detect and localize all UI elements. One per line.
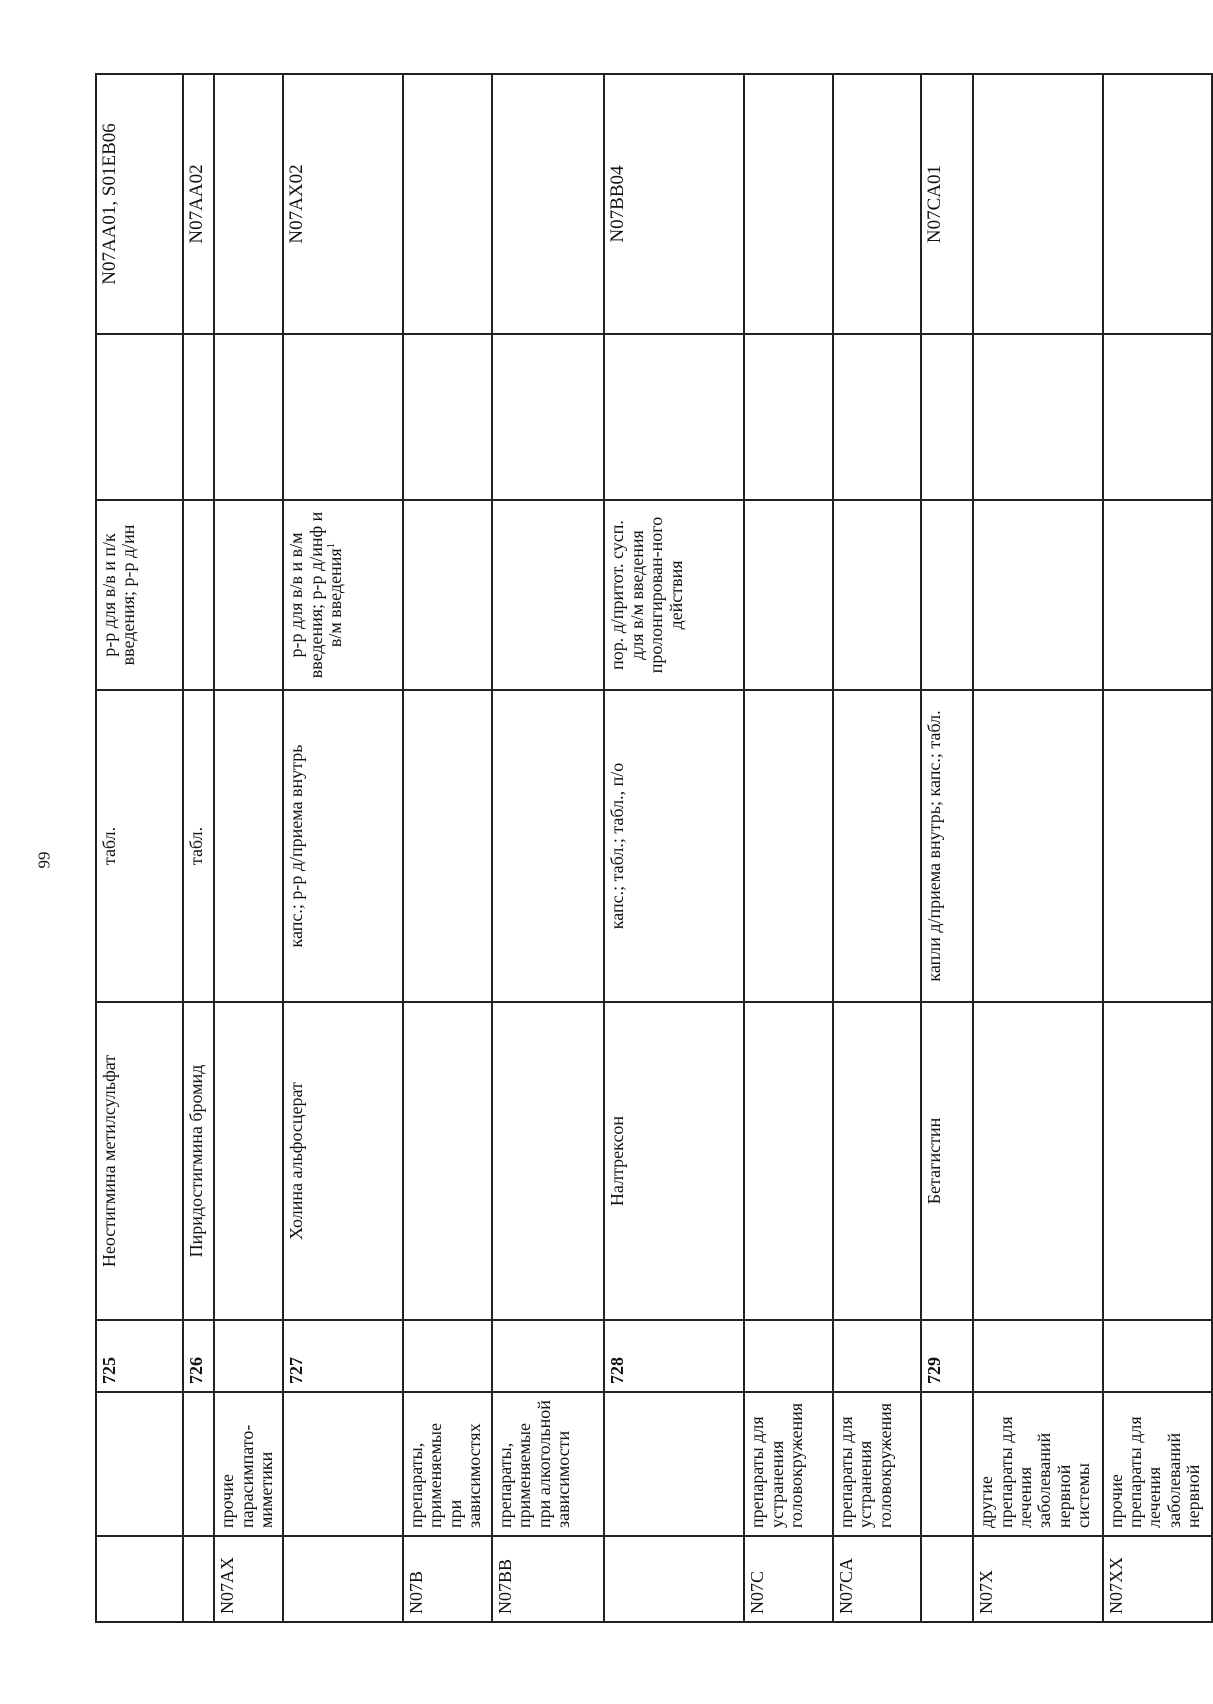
dosage-form-oral xyxy=(492,690,604,1002)
atc-group-code xyxy=(283,1536,403,1622)
dosage-form-oral xyxy=(214,690,283,1002)
dosage-form-oral xyxy=(744,690,832,1002)
item-number xyxy=(1103,1320,1212,1392)
atc-code: N07AA02 xyxy=(183,74,214,334)
extra-column xyxy=(283,334,403,500)
page-number: 99 xyxy=(34,851,54,869)
drug-name xyxy=(1103,1002,1212,1320)
dosage-form-parenteral xyxy=(183,500,214,690)
item-number: 725 xyxy=(96,1320,183,1392)
atc-group-code xyxy=(921,1536,973,1622)
atc-code xyxy=(973,74,1103,334)
dosage-form-parenteral xyxy=(973,500,1103,690)
extra-column xyxy=(744,334,832,500)
item-number: 729 xyxy=(921,1320,973,1392)
item-number: 728 xyxy=(604,1320,744,1392)
group-name: препараты, применяемые при зависимостях xyxy=(403,1392,492,1536)
atc-group-code xyxy=(96,1536,183,1622)
atc-group-code: N07XX xyxy=(1103,1536,1212,1622)
group-name: прочие парасимпато-миметики xyxy=(214,1392,283,1536)
atc-group-code: N07CA xyxy=(833,1536,921,1622)
group-name: препараты для устранения головокружения xyxy=(744,1392,832,1536)
item-number xyxy=(492,1320,604,1392)
atc-code: N07AX02 xyxy=(283,74,403,334)
dosage-form-parenteral xyxy=(492,500,604,690)
table-container xyxy=(95,75,1213,1623)
extra-column xyxy=(604,334,744,500)
dosage-form-parenteral xyxy=(833,500,921,690)
drug-name: Холина альфосцерат xyxy=(283,1002,403,1320)
dosage-form-parenteral xyxy=(403,500,492,690)
table-row xyxy=(492,74,604,1622)
dosage-form-parenteral xyxy=(744,500,832,690)
atc-code xyxy=(1103,74,1212,334)
dosage-form-parenteral xyxy=(1103,500,1212,690)
dosage-form-parenteral xyxy=(214,500,283,690)
dosage-form-oral xyxy=(833,690,921,1002)
dosage-form-oral: капс.; табл.; табл., п/о xyxy=(604,690,744,1002)
table-row xyxy=(183,74,214,1622)
dosage-form-parenteral xyxy=(283,500,403,690)
group-name: прочие препараты для лечения заболеваний нервной xyxy=(1103,1392,1212,1536)
extra-column xyxy=(492,334,604,500)
drug-name xyxy=(492,1002,604,1320)
item-number xyxy=(833,1320,921,1392)
group-name xyxy=(96,1392,183,1536)
table-row xyxy=(833,74,921,1622)
group-name xyxy=(921,1392,973,1536)
extra-column xyxy=(96,334,183,500)
atc-code xyxy=(744,74,832,334)
drug-name xyxy=(403,1002,492,1320)
dosage-form-oral: капли д/приема внутрь; капс.; табл. xyxy=(921,690,973,1002)
drug-name: Бетагистин xyxy=(921,1002,973,1320)
atc-group-code xyxy=(604,1536,744,1622)
item-number: 727 xyxy=(283,1320,403,1392)
atc-code: N07BB04 xyxy=(604,74,744,334)
drug-name xyxy=(833,1002,921,1320)
item-number xyxy=(214,1320,283,1392)
atc-code xyxy=(214,74,283,334)
atc-code: N07CA01 xyxy=(921,74,973,334)
dosage-form-text: р-р для в/в и в/м введения; р-р д/инф и в/м введения xyxy=(286,511,346,679)
drug-name: Налтрексон xyxy=(604,1002,744,1320)
dosage-form-oral: табл. xyxy=(183,690,214,1002)
dosage-form-parenteral xyxy=(921,500,973,690)
drug-name: Пиридостигмина бромид xyxy=(183,1002,214,1320)
extra-column xyxy=(1103,334,1212,500)
extra-column xyxy=(833,334,921,500)
dosage-form-oral xyxy=(1103,690,1212,1002)
atc-group-code: N07B xyxy=(403,1536,492,1622)
table-row xyxy=(283,74,403,1622)
group-name xyxy=(183,1392,214,1536)
drug-name xyxy=(973,1002,1103,1320)
group-name xyxy=(604,1392,744,1536)
drug-name xyxy=(214,1002,283,1320)
dosage-form-parenteral: р-р для в/в и п/к введения; р-р д/ин xyxy=(96,500,183,690)
dosage-form-oral: капс.; р-р д/приема внутрь xyxy=(283,690,403,1002)
atc-group-code: N07AX xyxy=(214,1536,283,1622)
table-row xyxy=(744,74,832,1622)
extra-column xyxy=(973,334,1103,500)
group-name: другие препараты для лечения заболеваний нервной системы xyxy=(973,1392,1103,1536)
dosage-form-parenteral: пор. д/притот. сусп. для в/м введения пролонгирован-ного действия xyxy=(604,500,744,690)
atc-group-code: N07BB xyxy=(492,1536,604,1622)
item-number: 726 xyxy=(183,1320,214,1392)
atc-group-code: N07C xyxy=(744,1536,832,1622)
atc-code xyxy=(403,74,492,334)
table-row xyxy=(921,74,973,1622)
table-row xyxy=(1103,74,1212,1622)
drug-name xyxy=(744,1002,832,1320)
extra-column xyxy=(214,334,283,500)
dosage-form-oral xyxy=(973,690,1103,1002)
item-number xyxy=(403,1320,492,1392)
group-name: препараты, применяемые при алкогольной зависимости xyxy=(492,1392,604,1536)
extra-column xyxy=(921,334,973,500)
dosage-form-oral xyxy=(403,690,492,1002)
table-row xyxy=(96,74,183,1622)
item-number xyxy=(744,1320,832,1392)
atc-group-code xyxy=(183,1536,214,1622)
extra-column xyxy=(403,334,492,500)
drug-table xyxy=(95,73,1213,1623)
item-number xyxy=(973,1320,1103,1392)
group-name xyxy=(283,1392,403,1536)
atc-code: N07AA01, S01EB06 xyxy=(96,74,183,334)
extra-column xyxy=(183,334,214,500)
atc-code xyxy=(492,74,604,334)
footnote-marker: 1 xyxy=(325,542,338,549)
atc-group-code: N07X xyxy=(973,1536,1103,1622)
table-row xyxy=(604,74,744,1622)
table-row xyxy=(403,74,492,1622)
atc-code xyxy=(833,74,921,334)
drug-name: Неостигмина метилсульфат xyxy=(96,1002,183,1320)
table-row xyxy=(214,74,283,1622)
group-name: препараты для устранения головокружения xyxy=(833,1392,921,1536)
table-row xyxy=(973,74,1103,1622)
dosage-form-oral: табл. xyxy=(96,690,183,1002)
